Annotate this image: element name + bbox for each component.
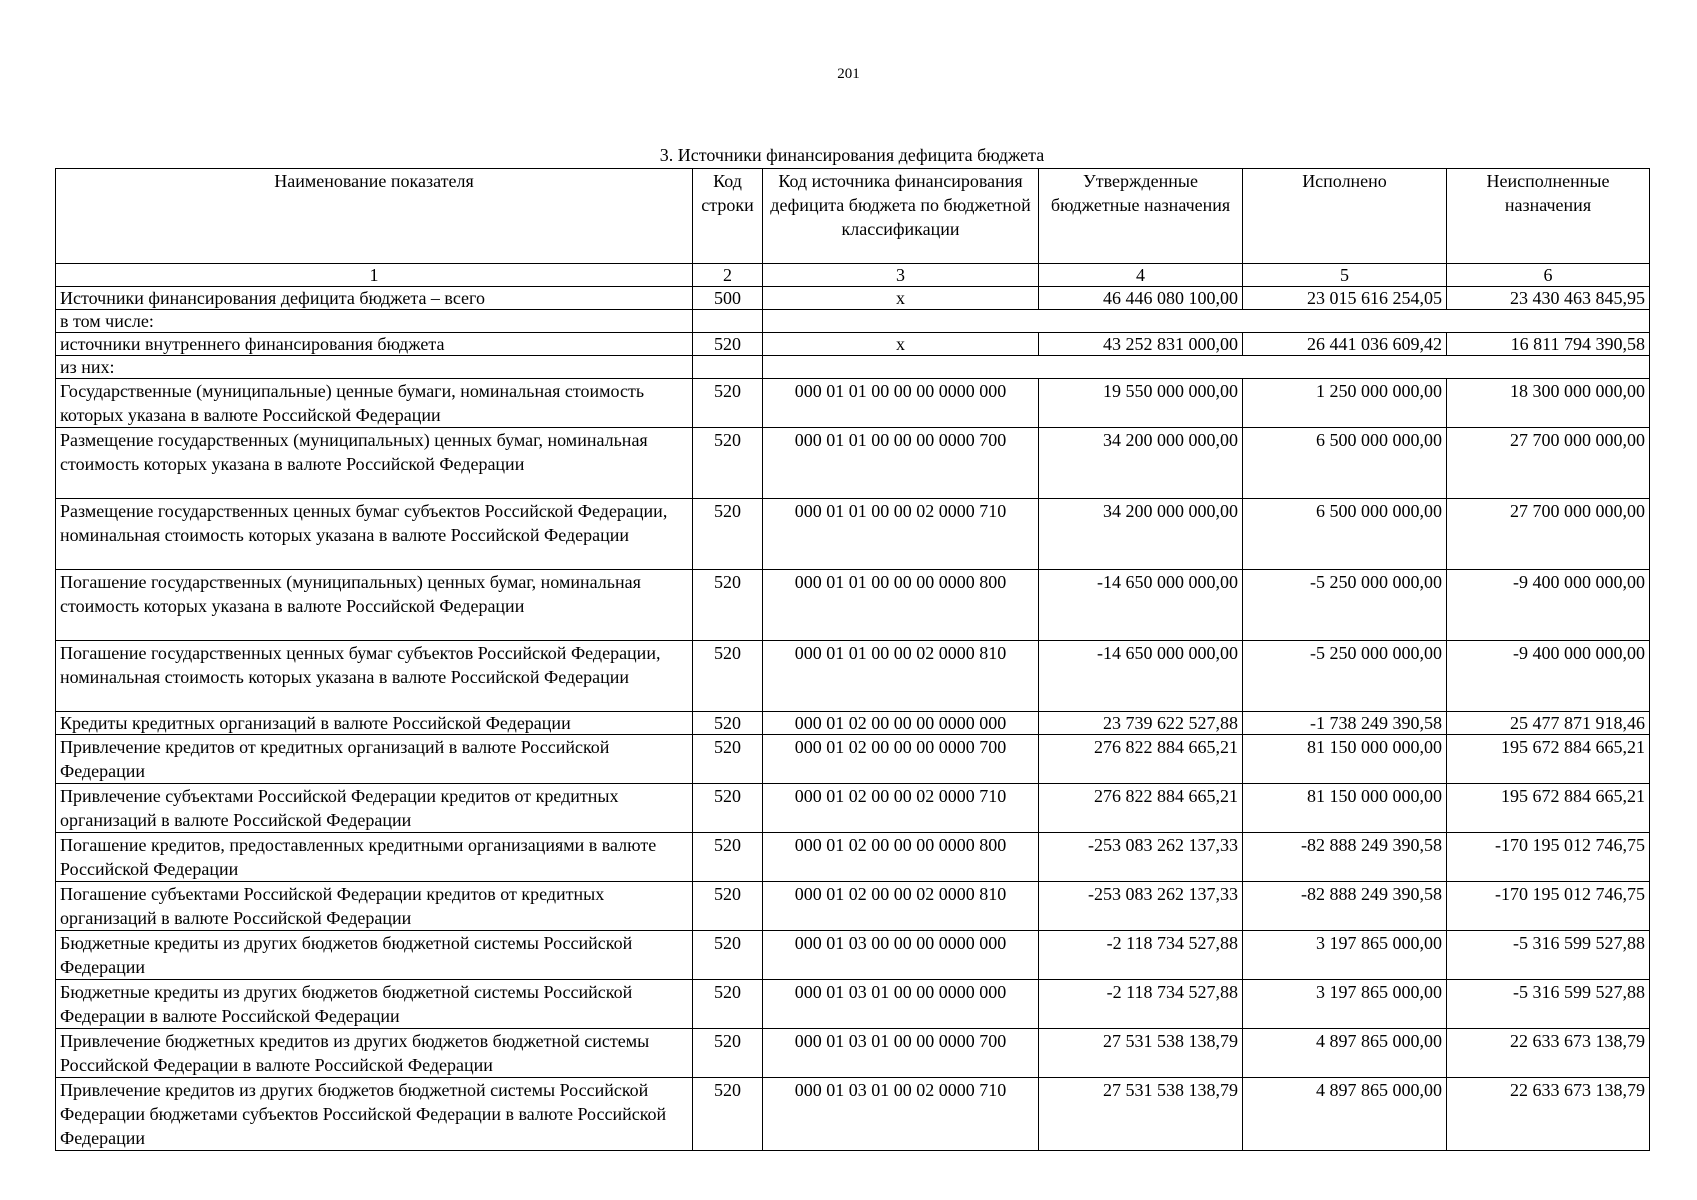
row-code: 520: [693, 712, 763, 735]
table-row: [56, 712, 1650, 735]
executed-amount: 23 015 616 254,05: [1243, 287, 1447, 310]
indicator-name: Привлечение бюджетных кредитов из других бюджетов бюджетной системы Российской Федерации в валюте Российской Федерации: [56, 1029, 693, 1078]
indicator-name: Бюджетные кредиты из других бюджетов бюджетной системы Российской Федерации: [56, 931, 693, 980]
unexecuted-amount: -170 195 012 746,75: [1447, 833, 1650, 882]
column-number: 3: [763, 264, 1039, 287]
approved-amount: -253 083 262 137,33: [1039, 882, 1243, 931]
empty-cell: [693, 356, 763, 379]
table-row: [56, 379, 1650, 428]
unexecuted-amount: 195 672 884 665,21: [1447, 784, 1650, 833]
approved-amount: 276 822 884 665,21: [1039, 784, 1243, 833]
executed-amount: -5 250 000 000,00: [1243, 570, 1447, 641]
source-code: x: [763, 333, 1039, 356]
unexecuted-amount: 22 633 673 138,79: [1447, 1078, 1650, 1151]
approved-amount: 34 200 000 000,00: [1039, 499, 1243, 570]
row-code: 520: [693, 641, 763, 712]
executed-amount: 4 897 865 000,00: [1243, 1029, 1447, 1078]
unexecuted-amount: -9 400 000 000,00: [1447, 570, 1650, 641]
column-header-approved: Утвержденные бюджетные назначения: [1039, 169, 1243, 264]
column-number: 2: [693, 264, 763, 287]
table-row: [56, 882, 1650, 931]
unexecuted-amount: 27 700 000 000,00: [1447, 499, 1650, 570]
row-code: 520: [693, 1029, 763, 1078]
column-header-executed: Исполнено: [1243, 169, 1447, 264]
table-row: [56, 333, 1650, 356]
executed-amount: -82 888 249 390,58: [1243, 882, 1447, 931]
approved-amount: 34 200 000 000,00: [1039, 428, 1243, 499]
unexecuted-amount: -9 400 000 000,00: [1447, 641, 1650, 712]
column-number-row: [56, 264, 1650, 287]
executed-amount: -1 738 249 390,58: [1243, 712, 1447, 735]
row-code: 520: [693, 931, 763, 980]
indicator-name: Размещение государственных (муниципальных) ценных бумаг, номинальная стоимость которых указана в валюте Российской Федерации: [56, 428, 693, 499]
approved-amount: -2 118 734 527,88: [1039, 931, 1243, 980]
table-row: [56, 1078, 1650, 1151]
source-code: 000 01 01 00 00 00 0000 000: [763, 379, 1039, 428]
table-row: [56, 428, 1650, 499]
approved-amount: 43 252 831 000,00: [1039, 333, 1243, 356]
unexecuted-amount: -170 195 012 746,75: [1447, 882, 1650, 931]
executed-amount: 81 150 000 000,00: [1243, 784, 1447, 833]
column-number: 4: [1039, 264, 1243, 287]
executed-amount: 6 500 000 000,00: [1243, 499, 1447, 570]
row-code: 500: [693, 287, 763, 310]
column-header-unexecuted: Неисполненные назначения: [1447, 169, 1650, 264]
unexecuted-amount: 25 477 871 918,46: [1447, 712, 1650, 735]
table-row: [56, 287, 1650, 310]
approved-amount: 19 550 000 000,00: [1039, 379, 1243, 428]
row-code: 520: [693, 1078, 763, 1151]
column-number: 1: [56, 264, 693, 287]
empty-cell: [763, 310, 1650, 333]
row-code: 520: [693, 833, 763, 882]
table-row: [56, 833, 1650, 882]
approved-amount: -14 650 000 000,00: [1039, 641, 1243, 712]
indicator-name: Погашение государственных (муниципальных) ценных бумаг, номинальная стоимость которых указана в валюте Российской Федерации: [56, 570, 693, 641]
source-code: x: [763, 287, 1039, 310]
row-code: 520: [693, 499, 763, 570]
executed-amount: 1 250 000 000,00: [1243, 379, 1447, 428]
indicator-name: Привлечение кредитов из других бюджетов бюджетной системы Российской Федерации бюджетами субъектов Российской Федерации в валюте Российской Федерации: [56, 1078, 693, 1151]
source-code: 000 01 02 00 00 00 0000 700: [763, 735, 1039, 784]
indicator-name: Бюджетные кредиты из других бюджетов бюджетной системы Российской Федерации в валюте Российской Федерации: [56, 980, 693, 1029]
executed-amount: 81 150 000 000,00: [1243, 735, 1447, 784]
section-label: из них:: [56, 356, 693, 379]
source-code: 000 01 03 01 00 02 0000 710: [763, 1078, 1039, 1151]
approved-amount: 27 531 538 138,79: [1039, 1078, 1243, 1151]
indicator-name: Погашение государственных ценных бумаг субъектов Российской Федерации, номинальная стоимость которых указана в валюте Российской Федерации: [56, 641, 693, 712]
approved-amount: 23 739 622 527,88: [1039, 712, 1243, 735]
column-header-row-code: Код строки: [693, 169, 763, 264]
executed-amount: 4 897 865 000,00: [1243, 1078, 1447, 1151]
source-code: 000 01 02 00 00 02 0000 710: [763, 784, 1039, 833]
approved-amount: 276 822 884 665,21: [1039, 735, 1243, 784]
source-code: 000 01 03 01 00 00 0000 700: [763, 1029, 1039, 1078]
table-row: [56, 1029, 1650, 1078]
column-header-source-code: Код источника финансирования дефицита бюджета по бюджетной классификации: [763, 169, 1039, 264]
table-title: 3. Источники финансирования дефицита бюджета: [659, 145, 1045, 165]
indicator-name: Погашение субъектами Российской Федерации кредитов от кредитных организаций в валюте Российской Федерации: [56, 882, 693, 931]
source-code: 000 01 03 01 00 00 0000 000: [763, 980, 1039, 1029]
executed-amount: -5 250 000 000,00: [1243, 641, 1447, 712]
column-number: 5: [1243, 264, 1447, 287]
table-row: [56, 641, 1650, 712]
source-code: 000 01 02 00 00 02 0000 810: [763, 882, 1039, 931]
row-code: 520: [693, 882, 763, 931]
table-row: [56, 980, 1650, 1029]
indicator-name: Размещение государственных ценных бумаг субъектов Российской Федерации, номинальная стоимость которых указана в валюте Российской Федерации: [56, 499, 693, 570]
source-code: 000 01 01 00 00 00 0000 700: [763, 428, 1039, 499]
section-label: в том числе:: [56, 310, 693, 333]
approved-amount: -14 650 000 000,00: [1039, 570, 1243, 641]
executed-amount: 26 441 036 609,42: [1243, 333, 1447, 356]
row-code: 520: [693, 735, 763, 784]
executed-amount: 6 500 000 000,00: [1243, 428, 1447, 499]
indicator-name: Погашение кредитов, предоставленных кредитными организациями в валюте Российской Федерации: [56, 833, 693, 882]
column-header-name: Наименование показателя: [56, 169, 693, 264]
row-code: 520: [693, 980, 763, 1029]
approved-amount: -253 083 262 137,33: [1039, 833, 1243, 882]
source-code: 000 01 01 00 00 02 0000 710: [763, 499, 1039, 570]
financing-sources-table: [55, 168, 1650, 1151]
source-code: 000 01 03 00 00 00 0000 000: [763, 931, 1039, 980]
unexecuted-amount: 27 700 000 000,00: [1447, 428, 1650, 499]
indicator-name: Кредиты кредитных организаций в валюте Российской Федерации: [56, 712, 693, 735]
executed-amount: -82 888 249 390,58: [1243, 833, 1447, 882]
table-row: [56, 570, 1650, 641]
table-row: [56, 499, 1650, 570]
page-number: 201: [837, 66, 860, 82]
empty-cell: [763, 356, 1650, 379]
executed-amount: 3 197 865 000,00: [1243, 980, 1447, 1029]
source-code: 000 01 02 00 00 00 0000 800: [763, 833, 1039, 882]
source-code: 000 01 02 00 00 00 0000 000: [763, 712, 1039, 735]
source-code: 000 01 01 00 00 02 0000 810: [763, 641, 1039, 712]
column-number: 6: [1447, 264, 1650, 287]
approved-amount: -2 118 734 527,88: [1039, 980, 1243, 1029]
row-code: 520: [693, 784, 763, 833]
empty-cell: [693, 310, 763, 333]
section-row: [56, 356, 1650, 379]
unexecuted-amount: 195 672 884 665,21: [1447, 735, 1650, 784]
indicator-name: Привлечение субъектами Российской Федерации кредитов от кредитных организаций в валюте Российской Федерации: [56, 784, 693, 833]
approved-amount: 46 446 080 100,00: [1039, 287, 1243, 310]
unexecuted-amount: 16 811 794 390,58: [1447, 333, 1650, 356]
indicator-name: Источники финансирования дефицита бюджета – всего: [56, 287, 693, 310]
table-row: [56, 735, 1650, 784]
executed-amount: 3 197 865 000,00: [1243, 931, 1447, 980]
row-code: 520: [693, 570, 763, 641]
source-code: 000 01 01 00 00 00 0000 800: [763, 570, 1039, 641]
table-row: [56, 784, 1650, 833]
approved-amount: 27 531 538 138,79: [1039, 1029, 1243, 1078]
row-code: 520: [693, 333, 763, 356]
indicator-name: Государственные (муниципальные) ценные бумаги, номинальная стоимость которых указана в валюте Российской Федерации: [56, 379, 693, 428]
indicator-name: источники внутреннего финансирования бюджета: [56, 333, 693, 356]
unexecuted-amount: -5 316 599 527,88: [1447, 980, 1650, 1029]
section-row: [56, 310, 1650, 333]
unexecuted-amount: 23 430 463 845,95: [1447, 287, 1650, 310]
indicator-name: Привлечение кредитов от кредитных организаций в валюте Российской Федерации: [56, 735, 693, 784]
table-header-row: [56, 169, 1650, 264]
table-row: [56, 931, 1650, 980]
unexecuted-amount: 22 633 673 138,79: [1447, 1029, 1650, 1078]
unexecuted-amount: -5 316 599 527,88: [1447, 931, 1650, 980]
row-code: 520: [693, 379, 763, 428]
unexecuted-amount: 18 300 000 000,00: [1447, 379, 1650, 428]
row-code: 520: [693, 428, 763, 499]
